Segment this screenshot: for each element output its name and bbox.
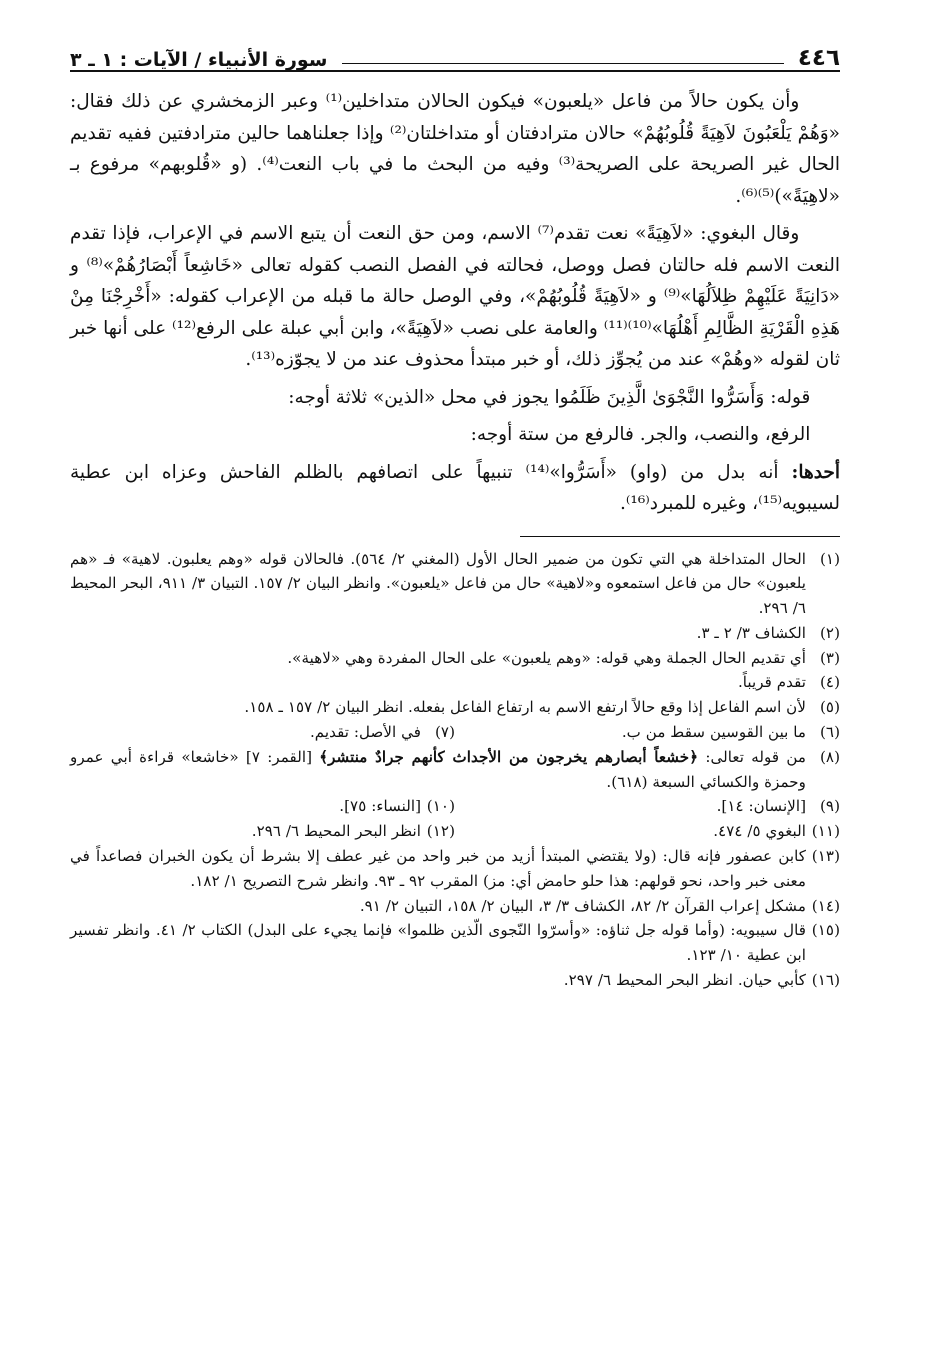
footnote-pair xyxy=(70,720,840,745)
footnote-number: (٣) xyxy=(819,648,840,667)
paragraph: الرفع، والنصب، والجر. فالرفع من ستة أوجه: xyxy=(470,424,811,445)
footnote xyxy=(70,695,840,720)
footnote-number: (١٦) xyxy=(811,971,840,990)
footnote xyxy=(70,968,840,993)
footnote-number: (١) xyxy=(819,549,840,568)
running-header xyxy=(70,28,840,72)
footnote-text: مشكل إعراب القرآن ٢/ ٨٢، الكشاف ٣/ ٣، البيان ٢/ ١٥٨، التبيان ٢/ ٩١. xyxy=(359,896,806,915)
footnote-text: الحال المتداخلة هي التي تكون من ضمير الحال الأول (المغني ٢/ ٥٦٤). فالحالان قوله «وهم يعلبون. لاهية» فـ «هم يلعبون» حال من فاعل استمعوه و«لاهية» حال من فاعل «يلعبون». وانظر البيان ٢/ ١٥٧. التبيان ٣/ ٩١١، البحر المحيط ٦/ ٢٩٦. xyxy=(70,549,806,618)
page-number: ٤٤٦ xyxy=(797,45,840,71)
paragraph-text: أنه بدل من (واو) «أَسَرُّوا»⁽¹⁴⁾ تنبيهاً على اتصافهم بالظلم الفاحش وعزاه ابن عطية لسيبويه⁽¹⁵⁾، وغيره للمبرد⁽¹⁶⁾. xyxy=(70,461,840,514)
footnote-number: (١٢) xyxy=(426,822,455,841)
footnote-text: انظر البحر المحيط ٦/ ٢٩٦. xyxy=(251,822,421,841)
footnote xyxy=(455,794,840,819)
footnote-text: الكشاف ٣/ ٢ ـ ٣. xyxy=(696,623,806,642)
footnote-number: (١٥) xyxy=(811,921,840,940)
footnote-number: (٩) xyxy=(819,797,840,816)
paragraph xyxy=(70,457,840,520)
footnote-text: أي تقديم الحال الجملة وهي قوله: «وهم يلعبون» على الحال المفردة وهي «لاهية». xyxy=(287,648,806,667)
footnote-text: [النساء: ٧٥]. xyxy=(339,797,421,816)
footnote xyxy=(70,794,455,819)
footnote xyxy=(70,745,840,795)
footnote xyxy=(70,844,840,894)
footnote-number: (٦) xyxy=(819,723,840,742)
footnote-number: (٤) xyxy=(819,673,840,692)
footnote xyxy=(70,670,840,695)
footnote xyxy=(70,621,840,646)
footnote-text: كابن عصفور فإنه قال: (ولا يقتضي المبتدأ أزيد من خبر واحد من غير عطف إلا بشرط أن يكون الخبران فصاعداً في معنى خبر واحد، نحو قولهم: هذا حلو حامض أي: مز) المقرب ٩٢ ـ ٩٣. وانظر شرح التصريح ١/ ١٨٢. xyxy=(70,847,806,890)
footnote xyxy=(455,819,840,844)
paragraph: قوله: وَأَسَرُّوا النَّجْوَىٰ الَّذِينَ ظَلَمُوا يجوز في محل «الذين» ثلاثة أوجه: xyxy=(288,386,811,408)
footnote xyxy=(70,819,455,844)
footnote-text: تقدم قريباً. xyxy=(737,673,806,692)
footnote-number: (٥) xyxy=(819,698,840,717)
footnote-text: ما بين القوسين سقط من ب. xyxy=(621,723,806,742)
footnote-text: لأن اسم الفاعل إذا وقع حالاً ارتفع الاسم به ارتفاع الفاعل بفعله. انظر البيان ٢/ ١٥٧ ـ ١٥٨. xyxy=(244,698,806,717)
footnote-number: (١٣) xyxy=(811,847,840,866)
footnote-pair xyxy=(70,819,840,844)
running-title: سورة الأنبياء / الآيات : ١ ـ ٣ xyxy=(70,49,328,71)
quran-verse: ﴿خشعاً أبصارهم يخرجون من الأجداث كأنهم جرادٌ منتشر﴾ xyxy=(319,747,699,766)
footnote-text xyxy=(70,745,806,795)
footnote xyxy=(70,547,840,621)
footnote-text-pre: من قوله تعالى: xyxy=(705,747,807,766)
footnotes xyxy=(70,547,840,993)
footnote-text: كأبي حيان. انظر البحر المحيط ٦/ ٢٩٧. xyxy=(563,971,806,990)
footnote-number: (١١) xyxy=(811,822,840,841)
footnote-separator xyxy=(520,536,840,537)
footnote xyxy=(70,720,455,745)
paragraph: وأن يكون حالاً من فاعل «يلعبون» فيكون الحالان متداخلين⁽¹⁾ وعبر الزمخشري عن ذلك فقال: «وَهُمْ يَلْعَبُونَ لاَهِيَةً قُلُوبُهُمْ» حالان مترادفتان أو متداخلتان⁽²⁾ وإذا جعلناهما حالين مترادفتين ففيه تقديم الحال غير الصريحة على الصريحة⁽³⁾ وفيه من البحث ما في باب النعت⁽⁴⁾. (و «قُلوبهم» مرفوع بـ «لاهِيَةً»)⁽⁵⁾⁽⁶⁾. xyxy=(70,91,841,207)
footnote-number: (٧) xyxy=(434,723,455,742)
footnote-text-post: [القمر: ٧] «خاشعا» قراءة أبي عمرو وحمزة والكسائي السبعة (٦١٨). xyxy=(70,747,806,791)
footnote-text: البغوي ٥/ ٤٧٤. xyxy=(713,822,806,841)
page xyxy=(70,28,840,993)
footnote-text: في الأصل: تقديم. xyxy=(309,723,421,742)
footnote-number: (١٤) xyxy=(811,896,840,915)
footnote-number: (٢) xyxy=(819,623,840,642)
footnote xyxy=(70,894,840,919)
footnote-number: (١٠) xyxy=(426,797,455,816)
paragraph: وقال البغوي: «لاَهِيَةً» نعت تقدم⁽⁷⁾ الاسم، ومن حق النعت أن يتبع الاسم في الإعراب، فإذا تقدم النعت الاسم فله حالتان فصل ووصل، فحالته في الفصل النصب كقوله تعالى «خَاشِعاً أَبْصَارُهُمْ»⁽⁸⁾ و «دَانِيَةً عَلَيْهِمْ ظِلاَلُهَا»⁽⁹⁾ و «لاَهِيَةً قُلُوبُهُمْ»، وفي الوصل حالة ما قبله من الإعراب كقوله: «أَخْرِجْنَا مِنْ هَذِهِ الْقَرْيَةِ الظَّالِمِ أَهْلُهَا»⁽¹⁰⁾⁽¹¹⁾ والعامة على نصب «لاَهِيَةً»، وابن أبي عبلة على الرفع⁽¹²⁾ على أنها خبر ثان لقوله «وهُمْ» عند من يُجوِّز ذلك، أو خبر مبتدأ محذوف عند من لا يجوّزه⁽¹³⁾. xyxy=(70,223,841,370)
footnote xyxy=(455,720,840,745)
footnote-text: [الإنسان: ١٤]. xyxy=(716,797,806,816)
footnote xyxy=(70,646,840,671)
footnote-number: (٨) xyxy=(819,747,840,766)
paragraph-lead: أحدها: xyxy=(791,461,841,483)
footnote-text: قال سيبويه: (وأما قوله جل ثناؤه: «وأسرّوا النّجوى الّذين ظلموا» فإنما يجيء على البدل) الكتاب ٢/ ٤١. وانظر تفسير ابن عطية ١٠/ ١٢٣. xyxy=(70,921,806,965)
footnote-pair xyxy=(70,794,840,819)
footnote xyxy=(70,918,840,968)
main-text xyxy=(70,86,840,520)
header-rule xyxy=(342,63,784,64)
